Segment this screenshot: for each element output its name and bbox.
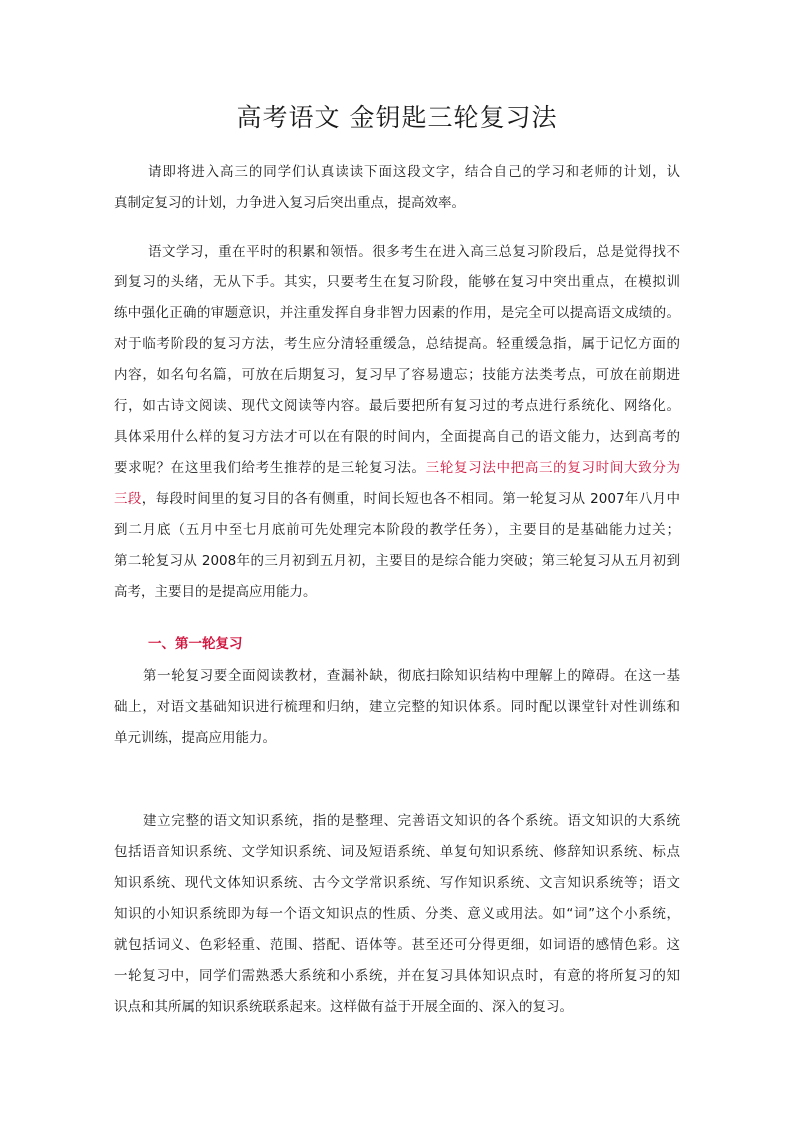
para3-line-5: 就包括词义、色彩轻重、范围、搭配、语体等。甚至还可分得更细，如词语的感情色彩。这 xyxy=(114,937,680,953)
para1-line-8 xyxy=(114,458,680,478)
para1-line-5: 内容，如名句名篇，可放在后期复习，复习早了容易遗忘；技能方法类考点，可放在前期进 xyxy=(114,367,680,383)
para3-line-4: 知识的小知识系统即为每一个语文知识点的性质、分类、意义或用法。如“词”这个小系统， xyxy=(114,906,680,922)
para1-line-2: 到复习的头绪，无从下手。其实，只要考生在复习阶段，能够在复习中突出重点，在模拟训 xyxy=(114,274,680,290)
highlight-text: 三轮复习法中把高三的复习时间大致分为 xyxy=(425,460,681,476)
document-title: 高考语文 金钥匙三轮复习法 xyxy=(236,103,558,132)
para3-line-7: 识点和其所属的知识系统联系起来。这样做有益于开展全面的、深入的复习。 xyxy=(114,999,573,1015)
para3-line-1: 建立完整的语文知识系统，指的是整理、完善语文知识的各个系统。语文知识的大系统 xyxy=(143,813,680,829)
para1-line-8-text: 要求呢？在这里我们给考生推荐的是三轮复习法。 xyxy=(114,460,426,476)
para1-line-12: 高考，主要目的是提高应用能力。 xyxy=(114,584,317,600)
section1-line-3: 单元训练，提高应用能力。 xyxy=(114,730,276,746)
para3-line-2: 包括语音知识系统、文学知识系统、词及短语系统、单复句知识系统、修辞知识系统、标点 xyxy=(114,844,680,860)
para1-line-11: 第二轮复习从 2008年的三月初到五月初，主要目的是综合能力突破；第三轮复习从五月初到 xyxy=(114,553,680,569)
intro-line-2: 真制定复习的计划，力争进入复习后突出重点，提高效率。 xyxy=(114,195,465,211)
para1-line-1: 语文学习，重在平时的积累和领悟。很多考生在进入高三总复习阶段后，总是觉得找不 xyxy=(148,244,680,260)
para3-line-6: 一轮复习中，同学们需熟悉大系统和小系统，并在复习具体知识点时，有意的将所复习的知 xyxy=(114,968,680,984)
para1-line-10: 到二月底（五月中至七月底前可先处理完本阶段的教学任务），主要目的是基础能力过关； xyxy=(114,522,680,538)
para1-line-7: 具体采用什么样的复习方法才可以在有限的时间内，全面提高自己的语文能力，达到高考的 xyxy=(114,429,680,445)
highlight-text-end: 三段 xyxy=(114,491,142,507)
section-heading: 一、第一轮复习 xyxy=(148,636,243,652)
intro-line-1: 请即将进入高三的同学们认真读读下面这段文字，结合自己的学习和老师的计划，认 xyxy=(148,164,680,180)
para1-line-4: 对于临考阶段的复习方法，考生应分清轻重缓急，总结提高。轻重缓急指，属于记忆方面的 xyxy=(114,336,680,352)
para1-line-6: 行，如古诗文阅读、现代文阅读等内容。最后要把所有复习过的考点进行系统化、网络化。 xyxy=(114,398,680,414)
para3-line-3: 知识系统、现代文体知识系统、古今文学常识系统、写作知识系统、文言知识系统等；语文 xyxy=(114,875,680,891)
para1-line-3: 练中强化正确的审题意识，并注重发挥自身非智力因素的作用，是完全可以提高语文成绩的。 xyxy=(114,305,680,321)
para1-line-9-text: ，每段时间里的复习目的各有侧重，时间长短也各不相同。第一轮复习从 2007年八月中 xyxy=(141,491,681,507)
para1-line-9 xyxy=(114,489,680,509)
section1-line-2: 础上，对语文基础知识进行梳理和归纳，建立完整的知识体系。同时配以课堂针对性训练和 xyxy=(114,699,680,715)
section1-line-1: 第一轮复习要全面阅读教材，查漏补缺，彻底扫除知识结构中理解上的障碍。在这一基 xyxy=(143,668,680,684)
